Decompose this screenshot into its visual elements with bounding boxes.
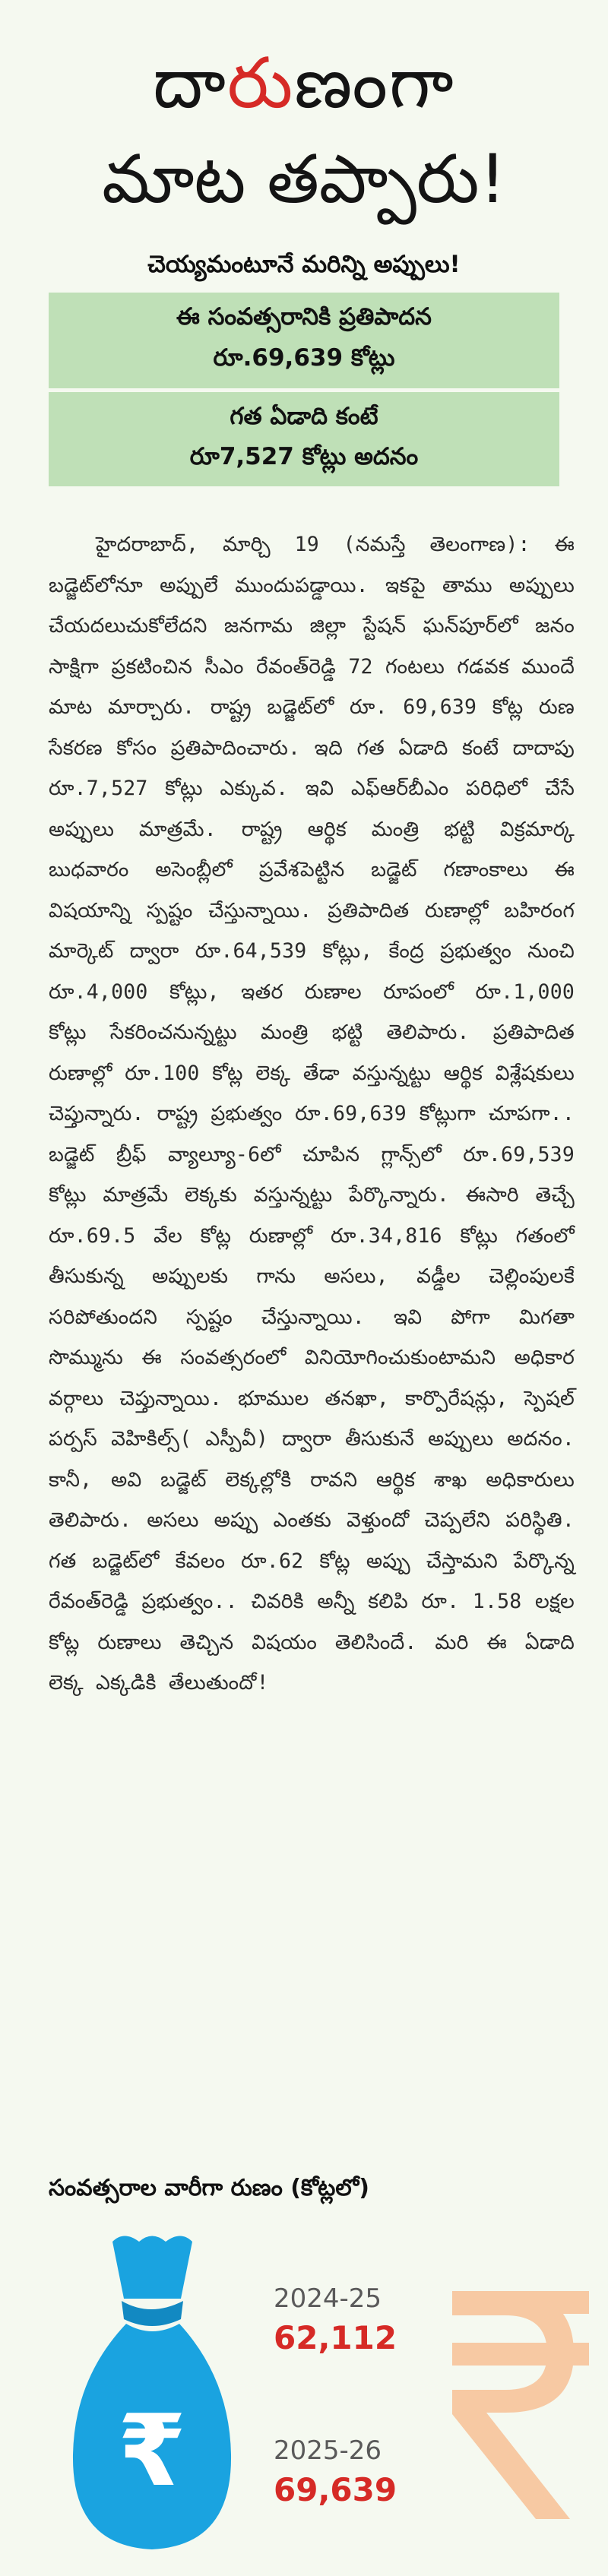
debt-year: 2024-25 [274, 2283, 382, 2314]
headline-part: ణంగా [294, 43, 455, 124]
bag-rupee-symbol: ₹ [117, 2393, 187, 2508]
highlight-line-4: రూ7,527 కోట్లు అదనం [189, 443, 419, 470]
headline-line-2: మాట తప్పారు! [102, 140, 506, 218]
debt-amount: 62,112 [274, 2319, 397, 2356]
article-paragraph: హైదరాబాద్, మార్చి 19 (నమస్తే తెలంగాణ): ఈ బడ్జెట్‌లోనూ అప్పులే ముందుపడ్డాయి. ఇకపై తాము అప్పులు చేయదలుచుకోలేదని జనగామ జిల్లా స్టేషన్ ఘన్‌పూర్‌లో జనం సాక్షిగా ప్రకటించిన సీఎం రేవంత్‌రెడ్డి 72 గంటలు గడవక ముందే మాట మార్చారు. రాష్ట్ర బడ్జెట్‌లో రూ. 69,639 కోట్ల రుణ సేకరణ కోసం ప్రతిపాదించారు. ఇది గత ఏడాది కంటే దాదాపు రూ.7,527 కోట్లు ఎక్కువ. ఇవి ఎఫ్‌ఆర్‌బీఎం పరిధిలో చేసే అప్పులు మాత్రమే. రాష్ట్ర ఆర్థిక మంత్రి భట్టి విక్రమార్క బుధవారం అసెంబ్లీలో ప్రవేశపెట్టిన బడ్జెట్ గణాంకాలు ఈ విషయాన్ని స్పష్టం చేస్తున్నాయి. ప్రతిపాదిత రుణాల్లో బహిరంగ మార్కెట్ ద్వారా రూ.64,539 కోట్లు, కేంద్ర ప్రభుత్వం నుంచి రూ.4,000 కోట్లు, ఇతర రుణాల రూపంలో రూ.1,000 కోట్లు సేకరించనున్నట్టు మంత్రి భట్టి తెలిపారు. ప్రతిపాదిత రుణాల్లో రూ.100 కోట్ల లెక్క తేడా వస్తున్నట్టు ఆర్థిక విశ్లేషకులు చెప్తున్నారు. రాష్ట్ర ప్రభుత్వం రూ.69,639 కోట్లుగా చూపగా.. బడ్జెట్ బ్రీఫ్ వ్యాల్యూ-6లో చూపిన గ్లాన్స్‌లో రూ.69,539 కోట్లు మాత్రమే లెక్కకు వస్తున్నట్టు పేర్కొన్నారు. ఈసారి తెచ్చే రూ.69.5 వేల కోట్ల రుణాల్లో రూ.34,816 కోట్లు గతంలో తీసుకున్న అప్పులకు గాను అసలు, వడ్డీల చెల్లింపులకే సరిపోతుందని స్పష్టం చేస్తున్నాయి. ఇవి పోగా మిగతా సొమ్మును ఈ సంవత్సరంలో వినియోగించుకుంటామని అధికార వర్గాలు చెప్తున్నాయి. భూముల తనఖా, కార్పొరేషన్లు, స్పెషల్ పర్పస్ వెహికిల్స్( ఎస్పీవీ) ద్వారా తీసుకునే అప్పులు అదనం. కానీ, అవి బడ్జెట్ లెక్కల్లోకి రావని ఆర్థిక శాఖ అధికారులు తెలిపారు. అసలు అప్పు ఎంతకు వెళ్తుందో చెప్పలేని పరిస్థితి. గత బడ్జెట్‌లో కేవలం రూ.62 కోట్ల అప్పు చేస్తామని పేర్కొన్న రేవంత్‌రెడ్డి ప్రభుత్వం.. చివరికి అన్నీ కలిపి రూ. 1.58 లక్షల కోట్ల రుణాలు తెచ్చిన విషయం తెలిసిందే. మరి ఈ ఏడాది లెక్క ఎక్కడికి తేలుతుందో! [49, 533, 575, 1695]
highlight-divider [49, 388, 559, 392]
debt-year: 2025-26 [274, 2435, 382, 2466]
money-bag-icon [67, 2226, 238, 2561]
headline-part: దా [153, 43, 227, 124]
highlight-line-1: ఈ సంవత్సరానికి ప్రతిపాదన [176, 303, 432, 331]
highlight-line-3: గత ఏడాది కంటే [230, 403, 378, 430]
article-body [49, 524, 575, 1704]
highlight-line-2: రూ.69,639 కోట్లు [213, 344, 395, 372]
headline-accent: రు [226, 43, 295, 124]
rupee-icon [445, 2283, 597, 2527]
debt-amount: 69,639 [274, 2471, 397, 2508]
debt-section-title: సంవత్సరాల వారీగా రుణం (కోట్లలో) [49, 2175, 369, 2201]
highlight-box [49, 293, 559, 486]
kicker: చెయ్యమంటూనే మరిన్ని అప్పులు! [147, 251, 461, 278]
headline [23, 38, 585, 225]
headline-line-1 [23, 38, 585, 129]
